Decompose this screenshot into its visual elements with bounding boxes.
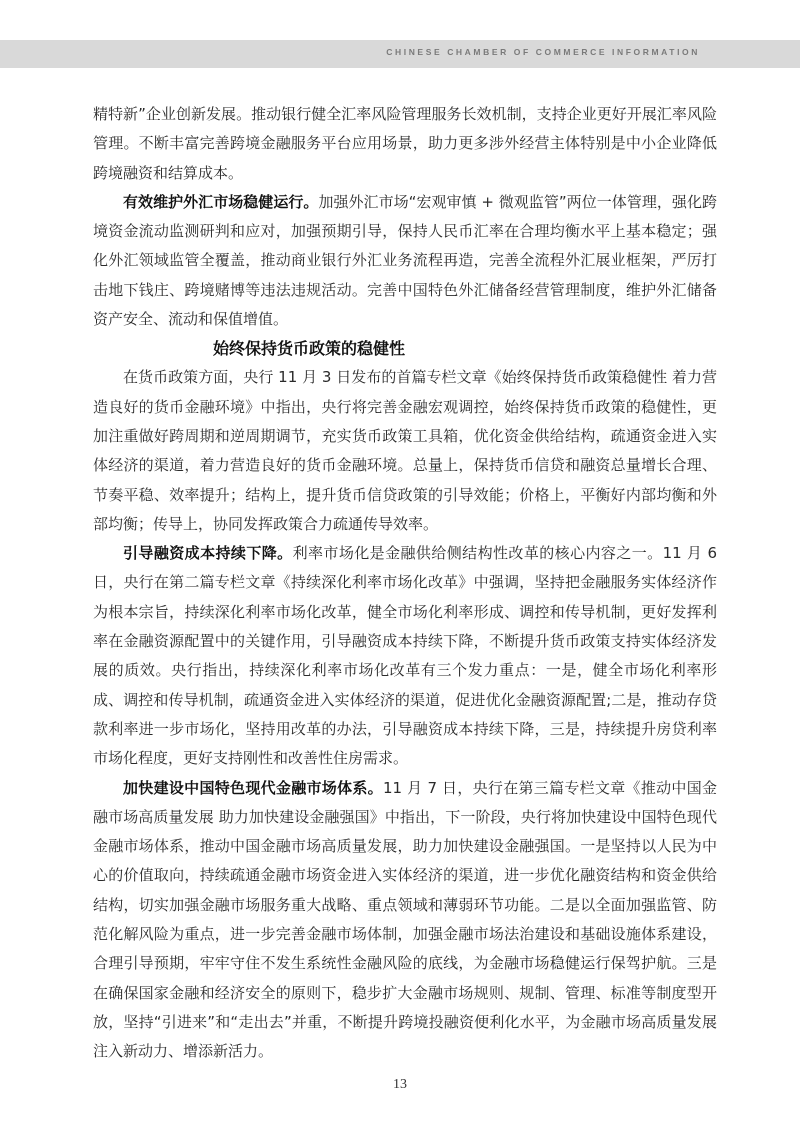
running-header: CHINESE CHAMBER OF COMMERCE INFORMATION <box>386 47 700 57</box>
paragraph-monetary-policy: 在货币政策方面，央行 11 月 3 日发布的首篇专栏文章《始终保持货币政策稳健性 着力营造良好的货币金融环境》中指出，央行将完善金融宏观调控，始终保持货币政策的稳健性，更加注重做好跨周期和逆周期调节，充实货币政策工具箱，优化资金供给结构，疏通资金进入实体经济的渠道，着力营造良好的货币金融环境。总量上，保持货币信贷和融资总量增长合理、节奏平稳、效率提升；结构上，提升货币信贷政策的引导效能；价格上，平衡好内部均衡和外部均衡；传导上，协同发挥政策合力疏通传导效率。 <box>93 368 717 533</box>
paragraph-text: 11 月 7 日，央行在第三篇专栏文章《推动中国金融市场高质量发展 助力加快建设金融强国》中指出，下一阶段，央行将加快建设中国特色现代金融市场体系，推动中国金融市场高质量发展，助力加快建设金融强国。一是坚持以人民为中心的价值取向，持续疏通金融市场资金进入实体经济的渠道，进一步优化融资结构和资金供给结构，切实加强金融市场服务重大战略、重点领域和薄弱环节功能。二是以全面加强监管、防范化解风险为重点，进一步完善金融市场体制，加强金融市场法治建设和基础设施体系建设，合理引导预期，牢牢守住不发生系统性金融风险的底线，为金融市场稳健运行保驾护航。三是在确保国家金融和经济安全的原则下，稳步扩大金融市场规则、规制、管理、标准等制度型开放，坚持“引进来”和“走出去”并重，不断提升跨境投融资便利化水平，为金融市场高质量发展注入新动力、增添新活力。 <box>93 778 717 1061</box>
paragraph-financial-market <box>93 774 717 1067</box>
paragraph-lead: 加快建设中国特色现代金融市场体系。 <box>123 778 383 797</box>
page-number: 13 <box>393 1077 407 1092</box>
paragraph-lead: 有效维护外汇市场稳健运行。 <box>123 192 319 211</box>
paragraph-text: 利率市场化是金融供给侧结构性改革的核心内容之一。11 月 6 日，央行在第二篇专栏文章《持续深化利率市场化改革》中强调，坚持把金融服务实体经济作为根本宗旨，持续深化利率市场化改革，健全市场化利率形成、调控和传导机制，更好发挥利率在金融资源配置中的关键作用，引导融资成本持续下降，不断提升货币政策支持实体经济发展的质效。央行指出，持续深化利率市场化改革有三个发力重点：一是，健全市场化利率形成、调控和传导机制，疏通资金进入实体经济的渠道，促进优化金融资源配置;二是，推动存贷款利率进一步市场化，坚持用改革的办法，引导融资成本持续下降，三是，持续提升房贷利率市场化程度，更好支持刚性和改善性住房需求。 <box>93 544 717 768</box>
paragraph-fx-market <box>93 188 717 334</box>
paragraph-financing-cost <box>93 539 717 773</box>
section-title: 始终保持货币政策的稳健性 <box>213 339 406 359</box>
paragraph-lead: 引导融资成本持续下降。 <box>123 544 293 563</box>
paragraph-continuation: 精特新”企业创新发展。推动银行健全汇率风险管理服务长效机制，支持企业更好开展汇率风险管理。不断丰富完善跨境金融服务平台应用场景，助力更多涉外经营主体特别是中小企业降低跨境融资和结算成本。 <box>93 105 717 182</box>
paragraph-text: 加强外汇市场“宏观审慎 + 微观监管”两位一体管理，强化跨境资金流动监测研判和应对，加强预期引导，保持人民币汇率在合理均衡水平上基本稳定；强化外汇领域监管全覆盖，推动商业银行外汇业务流程再造，完善全流程外汇展业框架，严厉打击地下钱庄、跨境赌博等违法违规活动。完善中国特色外汇储备经营管理制度，维护外汇储备资产安全、流动和保值增值。 <box>93 192 717 329</box>
article-body <box>93 100 717 1067</box>
